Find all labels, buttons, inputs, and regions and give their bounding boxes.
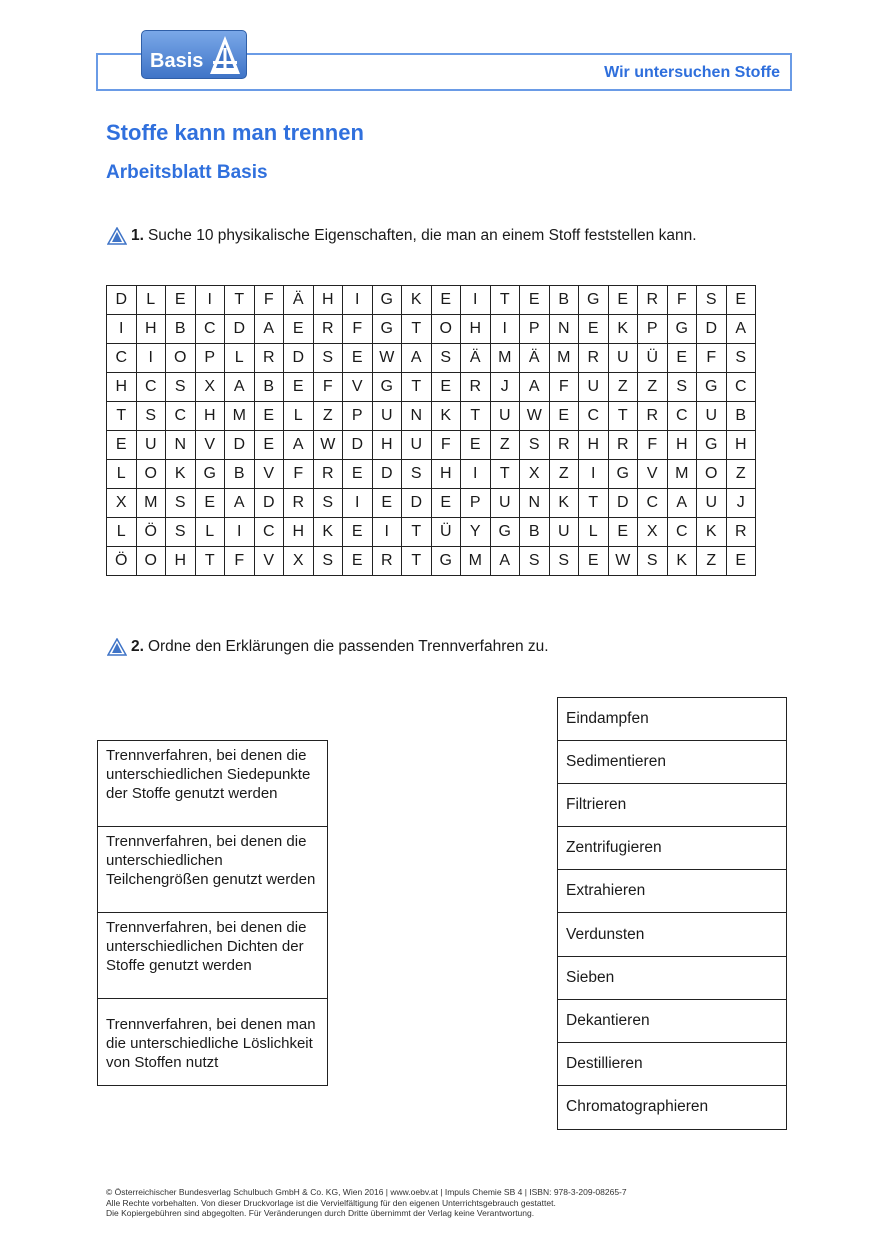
grid-cell: W [372,344,402,373]
grid-cell: E [343,460,373,489]
grid-cell: N [549,315,579,344]
grid-cell: I [225,518,255,547]
grid-cell: E [166,286,196,315]
grid-cell: T [225,286,255,315]
grid-cell: V [638,460,668,489]
grid-cell: T [579,489,609,518]
grid-cell: I [461,460,491,489]
grid-cell: S [520,547,550,576]
grid-cell: H [313,286,343,315]
grid-cell: K [608,315,638,344]
grid-cell: D [608,489,638,518]
grid-cell: I [107,315,137,344]
grid-cell: N [520,489,550,518]
logo-text: Basis [150,50,204,72]
grid-row [107,489,756,518]
basis-logo [141,30,247,79]
grid-cell: Z [313,402,343,431]
method-item: Zentrifugieren [558,827,786,870]
grid-cell: Ä [520,344,550,373]
grid-cell: I [461,286,491,315]
method-item: Verdunsten [558,913,786,956]
grid-cell: E [107,431,137,460]
grid-row [107,547,756,576]
grid-cell: X [520,460,550,489]
grid-cell: U [549,518,579,547]
grid-cell: C [166,402,196,431]
grid-cell: G [195,460,225,489]
grid-cell: M [461,547,491,576]
grid-cell: S [726,344,756,373]
method-item: Chromatographieren [566,1098,709,1116]
grid-cell: Z [549,460,579,489]
grid-cell: D [225,315,255,344]
grid-cell: T [195,547,225,576]
grid-cell: V [254,547,284,576]
grid-cell: V [195,431,225,460]
grid-cell: G [372,373,402,402]
grid-cell: K [431,402,461,431]
method-item: Extrahieren [558,870,786,913]
grid-cell: L [225,344,255,373]
grid-cell: S [313,547,343,576]
grid-cell: T [107,402,137,431]
grid-cell: L [107,518,137,547]
grid-cell: M [549,344,579,373]
grid-cell: X [638,518,668,547]
grid-cell: Y [461,518,491,547]
method-item: Dekantieren [558,1000,786,1043]
grid-cell: E [343,344,373,373]
method-item: Sedimentieren [558,741,786,784]
grid-cell: E [667,344,697,373]
grid-cell: D [343,431,373,460]
grid-cell: I [343,286,373,315]
grid-row [107,518,756,547]
grid-cell: U [372,402,402,431]
grid-cell: Z [608,373,638,402]
grid-cell: K [549,489,579,518]
grid-cell: S [166,373,196,402]
grid-cell: C [638,489,668,518]
grid-cell: H [461,315,491,344]
task-1-text: Suche 10 physikalische Eigenschaften, die man an einem Stoff feststellen kann. [147,227,697,244]
grid-cell: D [372,460,402,489]
grid-cell: F [343,315,373,344]
grid-cell: I [195,286,225,315]
grid-cell: X [195,373,225,402]
grid-cell: O [136,460,166,489]
grid-cell: B [254,373,284,402]
task-2 [107,638,549,656]
grid-cell: H [136,315,166,344]
grid-cell: L [579,518,609,547]
grid-cell: G [431,547,461,576]
grid-cell: I [372,518,402,547]
grid-cell: E [254,431,284,460]
grid-cell: G [372,315,402,344]
grid-cell: S [313,344,343,373]
grid-cell: U [136,431,166,460]
method-item: Destillieren [558,1043,786,1086]
grid-cell: I [136,344,166,373]
grid-row [107,431,756,460]
grid-cell: D [254,489,284,518]
grid-cell: R [579,344,609,373]
grid-cell: E [549,402,579,431]
grid-cell: E [608,286,638,315]
grid-cell: E [343,518,373,547]
grid-cell: F [638,431,668,460]
grid-cell: B [225,460,255,489]
method-item: Filtrieren [558,784,786,827]
grid-cell: A [284,431,314,460]
grid-cell: C [579,402,609,431]
grid-cell: S [520,431,550,460]
grid-cell: E [431,286,461,315]
grid-cell: I [490,315,520,344]
grid-cell: O [136,547,166,576]
method-item: Eindampfen [558,698,786,741]
grid-cell: U [490,489,520,518]
grid-row [107,315,756,344]
grid-cell: F [697,344,727,373]
grid-cell: S [313,489,343,518]
grid-cell: E [195,489,225,518]
grid-cell: R [461,373,491,402]
grid-cell: Ü [638,344,668,373]
grid-cell: U [579,373,609,402]
grid-cell: A [254,315,284,344]
grid-cell: H [726,431,756,460]
grid-cell: G [608,460,638,489]
grid-cell: B [166,315,196,344]
grid-cell: T [490,460,520,489]
grid-cell: R [608,431,638,460]
grid-cell: J [490,373,520,402]
grid-cell: M [490,344,520,373]
grid-cell: G [372,286,402,315]
grid-cell: B [520,518,550,547]
grid-cell: U [490,402,520,431]
footer [106,1187,627,1219]
grid-cell: L [284,402,314,431]
method-list [557,697,787,1130]
grid-cell: A [402,344,432,373]
grid-cell: C [136,373,166,402]
grid-cell: T [402,373,432,402]
grid-cell: E [254,402,284,431]
grid-cell: A [520,373,550,402]
grid-cell: V [254,460,284,489]
grid-cell: E [343,547,373,576]
grid-cell: G [697,373,727,402]
grid-cell: F [431,431,461,460]
grid-cell: R [372,547,402,576]
grid-cell: K [697,518,727,547]
grid-cell: H [372,431,402,460]
level-triangle-icon [107,227,127,245]
grid-cell: A [490,547,520,576]
grid-cell: Ö [107,547,137,576]
task-2-text: Ordne den Erklärungen die passenden Trennverfahren zu. [147,638,549,655]
grid-cell: H [667,431,697,460]
grid-cell: E [579,315,609,344]
grid-cell: F [313,373,343,402]
grid-cell: Ö [136,518,166,547]
grid-cell: E [608,518,638,547]
grid-cell: N [166,431,196,460]
grid-cell: I [343,489,373,518]
grid-cell: T [402,547,432,576]
grid-cell: E [726,286,756,315]
grid-cell: C [667,402,697,431]
grid-cell: H [166,547,196,576]
grid-cell: W [313,431,343,460]
grid-cell: P [461,489,491,518]
grid-cell: Z [697,547,727,576]
grid-cell: T [490,286,520,315]
triangle-logo-icon [208,34,242,76]
explanation-box: Trennverfahren, bei denen man die unterschiedliche Löslichkeit von Stoffen nutzt [106,1016,316,1071]
grid-cell: A [225,373,255,402]
grid-cell: O [166,344,196,373]
grid-cell: G [490,518,520,547]
grid-cell: T [402,518,432,547]
footer-line: Alle Rechte vorbehalten. Von dieser Druckvorlage ist die Vervielfältigung für den eigenen Unterrichtsgebrauch gestattet. [106,1197,556,1208]
grid-row [107,402,756,431]
grid-cell: E [284,373,314,402]
grid-cell: K [166,460,196,489]
grid-cell: E [431,373,461,402]
footer-line: Die Kopiergebühren sind abgegolten. Für Veränderungen durch Dritte übernimmt der Verlag keine Verantwortung. [106,1208,535,1218]
grid-cell: G [579,286,609,315]
grid-cell: U [697,489,727,518]
grid-cell: P [195,344,225,373]
page-subtitle: Arbeitsblatt Basis [106,162,268,183]
grid-cell: S [431,344,461,373]
grid-cell: S [166,489,196,518]
grid-row [107,286,756,315]
grid-cell: L [195,518,225,547]
grid-cell: V [343,373,373,402]
grid-row [107,373,756,402]
grid-cell: E [372,489,402,518]
grid-cell: E [284,315,314,344]
grid-cell: S [549,547,579,576]
grid-cell: R [638,402,668,431]
grid-cell: E [431,489,461,518]
grid-cell: X [284,547,314,576]
grid-cell: A [225,489,255,518]
grid-cell: H [284,518,314,547]
grid-cell: O [697,460,727,489]
grid-cell: R [313,460,343,489]
grid-cell: S [638,547,668,576]
grid-cell: P [520,315,550,344]
grid-cell: T [461,402,491,431]
grid-cell: E [579,547,609,576]
grid-cell: E [520,286,550,315]
grid-cell: Z [638,373,668,402]
word-search-grid [106,285,756,576]
grid-cell: F [225,547,255,576]
grid-cell: N [402,402,432,431]
grid-cell: Z [726,460,756,489]
grid-cell: R [549,431,579,460]
grid-cell: E [461,431,491,460]
grid-cell: X [107,489,137,518]
explanation-box: Trennverfahren, bei denen die unterschiedlichen Siedepunkte der Stoffe genutzt werden [98,741,327,827]
grid-cell: K [313,518,343,547]
grid-cell: E [726,547,756,576]
grid-cell: F [254,286,284,315]
grid-cell: R [254,344,284,373]
grid-cell: Ü [431,518,461,547]
grid-cell: L [107,460,137,489]
grid-cell: M [136,489,166,518]
explanation-box: Trennverfahren, bei denen die unterschiedlichen Teilchengrößen genutzt werden [98,827,327,913]
grid-cell: C [726,373,756,402]
grid-cell: C [667,518,697,547]
grid-cell: F [667,286,697,315]
explanation-box: Trennverfahren, bei denen die unterschiedlichen Dichten der Stoffe genutzt werden [98,913,327,999]
grid-cell: U [608,344,638,373]
grid-cell: R [726,518,756,547]
grid-cell: D [225,431,255,460]
grid-cell: K [402,286,432,315]
grid-cell: Ä [461,344,491,373]
grid-cell: S [402,460,432,489]
grid-cell: Z [490,431,520,460]
grid-cell: H [579,431,609,460]
grid-cell: H [195,402,225,431]
grid-cell: M [667,460,697,489]
task-1 [107,227,697,245]
task-1-number: 1. [131,227,144,244]
grid-cell: C [254,518,284,547]
grid-cell: L [136,286,166,315]
grid-cell: R [284,489,314,518]
page-title: Stoffe kann man trennen [106,120,364,145]
grid-cell: R [313,315,343,344]
grid-row [107,344,756,373]
grid-cell: J [726,489,756,518]
grid-cell: I [579,460,609,489]
grid-cell: B [549,286,579,315]
grid-cell: F [549,373,579,402]
grid-cell: W [608,547,638,576]
section-title: Wir untersuchen Stoffe [604,64,780,81]
grid-cell: O [431,315,461,344]
grid-cell: S [697,286,727,315]
grid-cell: A [726,315,756,344]
footer-line: © Österreichischer Bundesverlag Schulbuch GmbH & Co. KG, Wien 2016 | www.oebv.at | Impuls Chemie SB 4 | ISBN: 978-3-209-08265-7 [106,1187,627,1197]
grid-cell: S [166,518,196,547]
grid-cell: U [697,402,727,431]
grid-cell: D [107,286,137,315]
grid-cell: S [667,373,697,402]
grid-row [107,460,756,489]
grid-cell: H [431,460,461,489]
grid-cell: A [667,489,697,518]
grid-cell: G [667,315,697,344]
grid-cell: D [284,344,314,373]
grid-cell: U [402,431,432,460]
explanation-list [97,740,328,1086]
grid-cell: W [520,402,550,431]
task-2-number: 2. [131,638,144,655]
grid-cell: M [225,402,255,431]
grid-cell: S [136,402,166,431]
grid-cell: D [697,315,727,344]
grid-cell: C [107,344,137,373]
grid-cell: H [107,373,137,402]
grid-cell: C [195,315,225,344]
grid-cell: T [608,402,638,431]
grid-cell: G [697,431,727,460]
grid-cell: F [284,460,314,489]
grid-cell: K [667,547,697,576]
grid-cell: B [726,402,756,431]
method-item: Sieben [558,957,786,1000]
grid-cell: D [402,489,432,518]
grid-cell: R [638,286,668,315]
grid-cell: P [343,402,373,431]
level-triangle-icon [107,638,127,656]
grid-cell: T [402,315,432,344]
grid-cell: Ä [284,286,314,315]
grid-cell: P [638,315,668,344]
